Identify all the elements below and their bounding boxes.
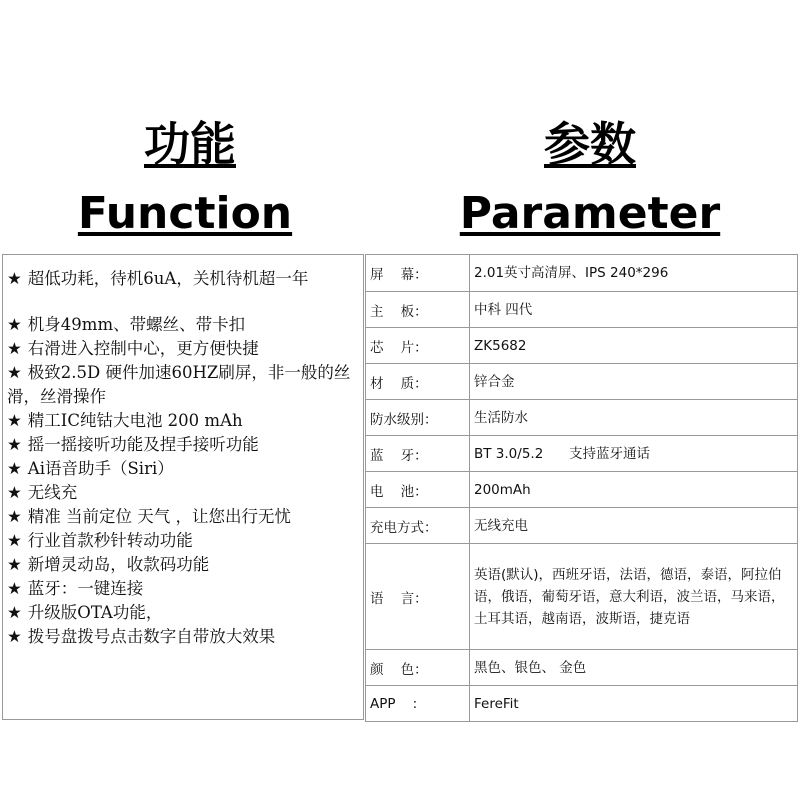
function-item [7,457,363,481]
star-icon: ★ [7,269,22,288]
function-panel [2,254,364,720]
param-label: 芯 片： [366,328,470,364]
table-row [366,328,798,364]
function-text: 升级版OTA功能， [27,603,163,622]
star-icon: ★ [7,531,22,550]
parameter-table [365,254,798,722]
param-label: 材 质： [366,364,470,400]
param-label: 颜 色： [366,650,470,686]
param-value: 黑色、银色、 金色 [470,650,798,686]
function-item [7,577,363,601]
star-icon: ★ [7,315,22,334]
function-text: 新增灵动岛，收款码功能 [27,555,210,574]
param-value: FereFit [470,686,798,722]
star-icon: ★ [7,435,22,454]
table-row [366,400,798,436]
function-item [7,313,363,337]
table-row [366,544,798,650]
function-heading-en: Function [77,188,293,239]
star-icon: ★ [7,579,22,598]
function-text: 蓝牙：一键连接 [27,579,144,598]
function-item [7,601,363,625]
param-value: ZK5682 [470,328,798,364]
param-label: 充电方式： [366,508,470,544]
table-row [366,686,798,722]
param-label: 防水级别： [366,400,470,436]
function-heading-cn: 功能 [144,117,236,171]
star-icon: ★ [7,555,22,574]
function-text: 右滑进入控制中心，更方便快捷 [27,339,259,358]
param-value: 中科 四代 [470,292,798,328]
function-text: 精工IC纯钴大电池 200 mAh [27,411,243,430]
function-item [7,529,363,553]
param-value: 生活防水 [470,400,798,436]
param-label: 屏 幕： [366,255,470,292]
function-item [7,553,363,577]
function-item [7,361,363,409]
param-label: 语 言： [366,544,470,650]
param-label: 电 池： [366,472,470,508]
param-value: 英语(默认)，西班牙语，法语，德语，泰语，阿拉伯语，俄语，葡萄牙语，意大利语，波兰语，马来语，土耳其语，越南语，波斯语，捷克语 [470,544,798,650]
function-text: 超低功耗，待机6uA，关机待机超一年 [27,269,309,288]
star-icon: ★ [7,483,22,502]
param-label: 主 板： [366,292,470,328]
star-icon: ★ [7,411,22,430]
star-icon: ★ [7,459,22,478]
function-text: 精准 当前定位 天气 ，让您出行无忧 [27,507,292,526]
param-value: BT 3.0/5.2 支持蓝牙通话 [470,436,798,472]
table-row [366,508,798,544]
function-item [7,409,363,433]
parameter-heading-cn: 参数 [544,117,636,171]
function-text: 行业首款秒针转动功能 [27,531,193,550]
function-text: 极致2.5D 硬件加速60HZ刷屏，非一般的丝滑，丝滑操作 [7,363,351,406]
param-value: 锌合金 [470,364,798,400]
function-text: 摇一摇接听功能及捏手接听功能 [27,435,259,454]
star-icon: ★ [7,627,22,646]
param-value: 无线充电 [470,508,798,544]
star-icon: ★ [7,603,22,622]
function-item [7,505,363,529]
table-row [366,472,798,508]
table-row [366,650,798,686]
star-icon: ★ [7,363,22,382]
param-value: 2.01英寸高清屏、IPS 240*296 [470,255,798,292]
table-row [366,255,798,292]
function-item [7,481,363,505]
function-item [7,337,363,361]
function-item [7,433,363,457]
param-value: 200mAh [470,472,798,508]
table-row [366,436,798,472]
table-row [366,292,798,328]
function-item [7,267,363,291]
table-row [366,364,798,400]
param-label: APP : [366,686,470,722]
function-item [7,625,363,649]
function-text: 无线充 [27,483,78,502]
star-icon: ★ [7,339,22,358]
function-text: Ai语音助手（Siri） [27,459,174,478]
function-text: 机身49mm、带螺丝、带卡扣 [27,315,246,334]
function-list [3,255,363,649]
parameter-heading-en: Parameter [459,188,721,239]
star-icon: ★ [7,507,22,526]
param-label: 蓝 牙： [366,436,470,472]
function-text: 拨号盘拨号点击数字自带放大效果 [27,627,276,646]
